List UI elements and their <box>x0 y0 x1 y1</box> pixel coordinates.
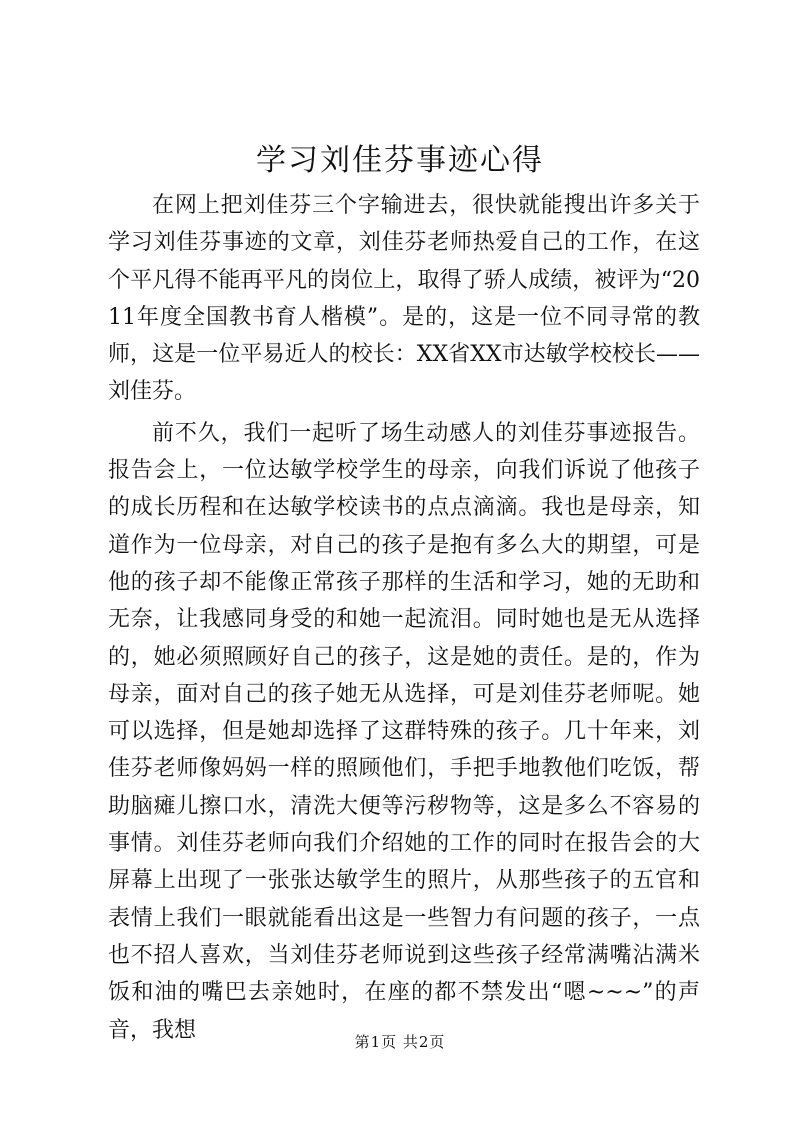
paragraph-1: 在网上把刘佳芬三个字输进去，很快就能搜出许多关于学习刘佳芬事迹的文章，刘佳芬老师热爱自己的工作，在这个平凡得不能再平凡的岗位上，取得了骄人成绩，被评为“2011年度全国教书育人楷模”。是的，这是一位不同寻常的教师，这是一位平易近人的校长：XX省XX市达敏学校校长——刘佳芬。 <box>108 193 700 405</box>
document-body <box>108 187 700 1053</box>
document-title: 学习刘佳芬事迹心得 <box>256 143 544 178</box>
paragraph-2: 前不久，我们一起听了场生动感人的刘佳芬事迹报告。报告会上，一位达敏学校学生的母亲，向我们诉说了他孩子的成长历程和在达敏学校读书的点点滴滴。我也是母亲，知道作为一位母亲，对自己的孩子是抱有多么大的期望，可是他的孩子却不能像正常孩子那样的生活和学习，她的无助和无奈，让我感同身受的和她一起流泪。同时她也是无从选择的，她必须照顾好自己的孩子，这是她的责任。是的，作为母亲，面对自己的孩子她无从选择，可是刘佳芬老师呢。她可以选择，但是她却选择了这群特殊的孩子。几十年来，刘佳芬老师像妈妈一样的照顾他们，手把手地教他们吃饭，帮助脑瘫儿擦口水，清洗大便等污秽物等，这是多么不容易的事情。刘佳芬老师向我们介绍她的工作的同时在报告会的大屏幕上出现了一张张达敏学生的照片，从那些孩子的五官和表情上我们一眼就能看出这是一些智力有问题的孩子，一点也不招人喜欢，当刘佳芬老师说到这些孩子经常满嘴沾满米饭和油的嘴巴去亲她时，在座的都不禁发出“嗯~~~”的声音，我想 <box>108 420 700 1043</box>
page-number-footer: 第1页 共2页 <box>354 1033 446 1051</box>
